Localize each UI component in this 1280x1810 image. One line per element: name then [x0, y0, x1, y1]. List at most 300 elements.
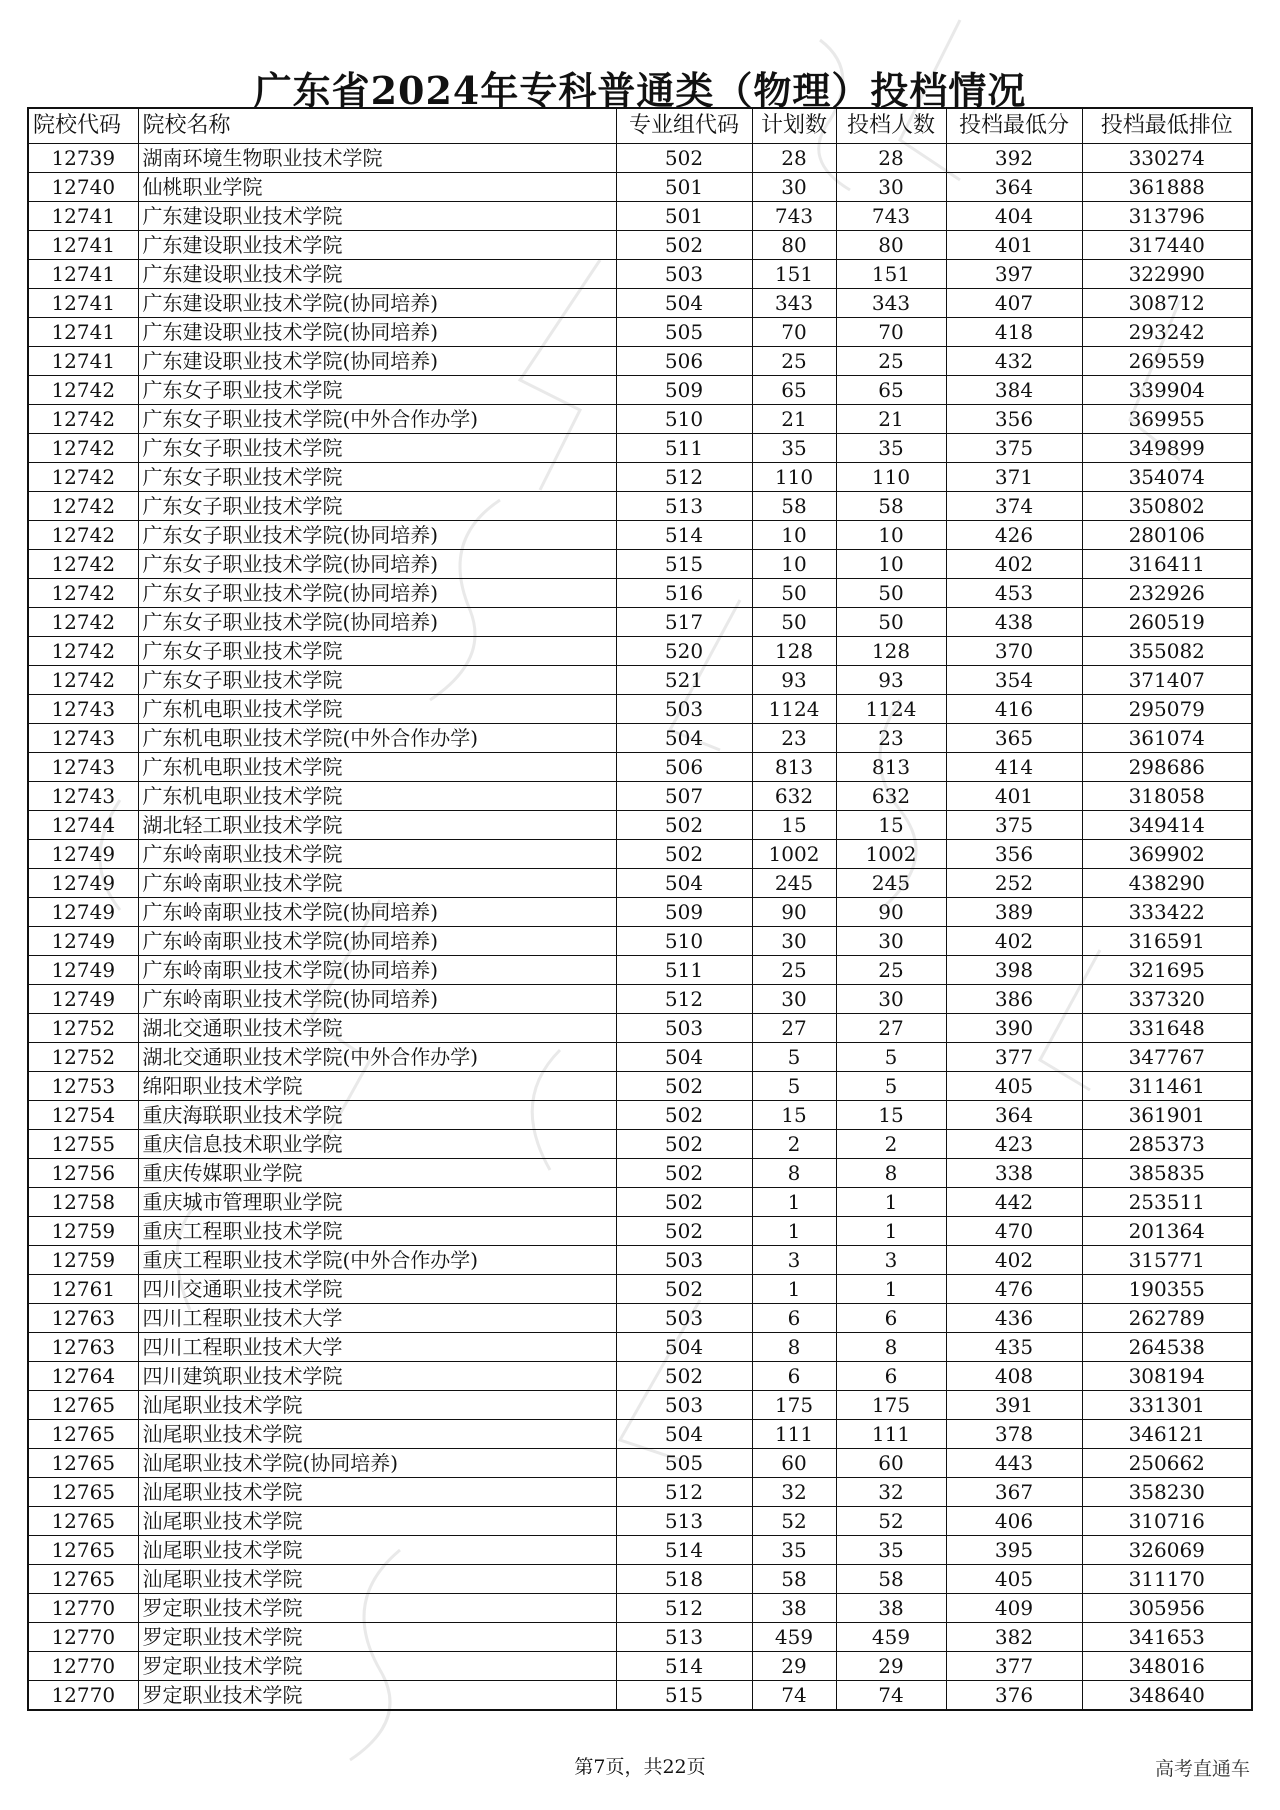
cell-min-rank: 346121: [1082, 1420, 1252, 1449]
table-row: [28, 1159, 1252, 1188]
cell-admitted-count: 5: [836, 1043, 946, 1072]
cell-min-score: 391: [946, 1391, 1082, 1420]
table-row: [28, 753, 1252, 782]
cell-school-name: 广东建设职业技术学院(协同培养): [138, 318, 616, 347]
cell-admitted-count: 2: [836, 1130, 946, 1159]
cell-school-code: 12742: [28, 666, 138, 695]
table-row: [28, 695, 1252, 724]
cell-admitted-count: 111: [836, 1420, 946, 1449]
table-row: [28, 202, 1252, 231]
cell-school-name: 广东岭南职业技术学院(协同培养): [138, 927, 616, 956]
table-row: [28, 927, 1252, 956]
cell-admitted-count: 6: [836, 1304, 946, 1333]
cell-group-code: 503: [616, 1014, 752, 1043]
table-row: [28, 289, 1252, 318]
cell-school-code: 12752: [28, 1043, 138, 1072]
cell-group-code: 504: [616, 289, 752, 318]
cell-min-rank: 349414: [1082, 811, 1252, 840]
table-row: [28, 724, 1252, 753]
cell-school-name: 广东机电职业技术学院: [138, 782, 616, 811]
cell-admitted-count: 35: [836, 434, 946, 463]
table-row: [28, 173, 1252, 202]
cell-plan-count: 6: [752, 1304, 836, 1333]
cell-min-rank: 369902: [1082, 840, 1252, 869]
cell-school-name: 广东建设职业技术学院: [138, 202, 616, 231]
cell-admitted-count: 15: [836, 811, 946, 840]
cell-school-name: 广东岭南职业技术学院(协同培养): [138, 985, 616, 1014]
cell-school-code: 12741: [28, 202, 138, 231]
table-row: [28, 1536, 1252, 1565]
table-row: [28, 260, 1252, 289]
cell-school-name: 广东女子职业技术学院(协同培养): [138, 521, 616, 550]
cell-plan-count: 60: [752, 1449, 836, 1478]
cell-admitted-count: 58: [836, 1565, 946, 1594]
cell-school-code: 12742: [28, 637, 138, 666]
cell-school-name: 广东女子职业技术学院(中外合作办学): [138, 405, 616, 434]
cell-school-name: 汕尾职业技术学院: [138, 1536, 616, 1565]
cell-plan-count: 459: [752, 1623, 836, 1652]
cell-min-rank: 269559: [1082, 347, 1252, 376]
cell-school-name: 四川工程职业技术大学: [138, 1333, 616, 1362]
cell-plan-count: 28: [752, 144, 836, 173]
cell-min-score: 356: [946, 840, 1082, 869]
cell-min-rank: 264538: [1082, 1333, 1252, 1362]
cell-admitted-count: 50: [836, 579, 946, 608]
cell-school-code: 12742: [28, 463, 138, 492]
cell-plan-count: 65: [752, 376, 836, 405]
cell-group-code: 510: [616, 927, 752, 956]
cell-admitted-count: 813: [836, 753, 946, 782]
cell-group-code: 504: [616, 1043, 752, 1072]
cell-min-score: 407: [946, 289, 1082, 318]
cell-school-name: 四川交通职业技术学院: [138, 1275, 616, 1304]
cell-min-rank: 341653: [1082, 1623, 1252, 1652]
cell-min-rank: 369955: [1082, 405, 1252, 434]
cell-plan-count: 10: [752, 521, 836, 550]
brand-label: 高考直通车: [1154, 1758, 1250, 1780]
cell-school-code: 12742: [28, 434, 138, 463]
cell-min-score: 404: [946, 202, 1082, 231]
cell-group-code: 502: [616, 1101, 752, 1130]
cell-school-name: 湖北交通职业技术学院(中外合作办学): [138, 1043, 616, 1072]
cell-min-score: 382: [946, 1623, 1082, 1652]
table-row: [28, 550, 1252, 579]
cell-group-code: 516: [616, 579, 752, 608]
cell-group-code: 521: [616, 666, 752, 695]
cell-min-rank: 333422: [1082, 898, 1252, 927]
col-header-school-code: 院校代码: [28, 108, 138, 144]
cell-school-code: 12765: [28, 1391, 138, 1420]
cell-group-code: 514: [616, 1536, 752, 1565]
table-row: [28, 811, 1252, 840]
cell-min-rank: 350802: [1082, 492, 1252, 521]
cell-min-rank: 348640: [1082, 1681, 1252, 1711]
cell-min-score: 402: [946, 1246, 1082, 1275]
cell-school-name: 汕尾职业技术学院(协同培养): [138, 1449, 616, 1478]
cell-plan-count: 8: [752, 1333, 836, 1362]
cell-plan-count: 50: [752, 579, 836, 608]
cell-admitted-count: 25: [836, 347, 946, 376]
cell-min-score: 370: [946, 637, 1082, 666]
cell-school-code: 12743: [28, 782, 138, 811]
cell-plan-count: 3: [752, 1246, 836, 1275]
cell-min-score: 376: [946, 1681, 1082, 1711]
cell-school-code: 12765: [28, 1449, 138, 1478]
cell-group-code: 505: [616, 1449, 752, 1478]
cell-min-rank: 308712: [1082, 289, 1252, 318]
cell-min-rank: 321695: [1082, 956, 1252, 985]
cell-plan-count: 58: [752, 492, 836, 521]
cell-plan-count: 5: [752, 1072, 836, 1101]
cell-plan-count: 6: [752, 1362, 836, 1391]
cell-min-score: 432: [946, 347, 1082, 376]
cell-admitted-count: 8: [836, 1333, 946, 1362]
cell-group-code: 511: [616, 434, 752, 463]
cell-school-code: 12765: [28, 1536, 138, 1565]
cell-school-code: 12770: [28, 1623, 138, 1652]
table-row: [28, 1014, 1252, 1043]
table-row: [28, 1478, 1252, 1507]
cell-group-code: 504: [616, 869, 752, 898]
cell-school-name: 广东机电职业技术学院: [138, 695, 616, 724]
col-header-school-name: 院校名称: [138, 108, 616, 144]
cell-plan-count: 50: [752, 608, 836, 637]
table-row: [28, 1449, 1252, 1478]
cell-min-score: 405: [946, 1072, 1082, 1101]
cell-admitted-count: 245: [836, 869, 946, 898]
cell-admitted-count: 90: [836, 898, 946, 927]
cell-admitted-count: 459: [836, 1623, 946, 1652]
cell-admitted-count: 5: [836, 1072, 946, 1101]
cell-min-score: 442: [946, 1188, 1082, 1217]
cell-plan-count: 15: [752, 1101, 836, 1130]
table-row: [28, 782, 1252, 811]
cell-group-code: 501: [616, 173, 752, 202]
cell-min-rank: 311170: [1082, 1565, 1252, 1594]
cell-min-score: 406: [946, 1507, 1082, 1536]
cell-min-rank: 315771: [1082, 1246, 1252, 1275]
cell-school-code: 12770: [28, 1681, 138, 1711]
cell-plan-count: 110: [752, 463, 836, 492]
cell-min-score: 398: [946, 956, 1082, 985]
cell-plan-count: 30: [752, 985, 836, 1014]
cell-school-code: 12752: [28, 1014, 138, 1043]
cell-group-code: 502: [616, 1188, 752, 1217]
col-header-admitted-count: 投档人数: [836, 108, 946, 144]
cell-school-name: 重庆工程职业技术学院(中外合作办学): [138, 1246, 616, 1275]
cell-min-rank: 295079: [1082, 695, 1252, 724]
table-row: [28, 434, 1252, 463]
table-row: [28, 1188, 1252, 1217]
table-row: [28, 1072, 1252, 1101]
cell-min-score: 408: [946, 1362, 1082, 1391]
cell-admitted-count: 10: [836, 550, 946, 579]
cell-plan-count: 5: [752, 1043, 836, 1072]
cell-school-name: 广东女子职业技术学院: [138, 492, 616, 521]
cell-school-code: 12739: [28, 144, 138, 173]
cell-school-code: 12741: [28, 289, 138, 318]
cell-min-rank: 361074: [1082, 724, 1252, 753]
cell-min-rank: 285373: [1082, 1130, 1252, 1159]
cell-plan-count: 2: [752, 1130, 836, 1159]
cell-school-name: 广东女子职业技术学院: [138, 637, 616, 666]
cell-plan-count: 80: [752, 231, 836, 260]
table-row: [28, 666, 1252, 695]
cell-admitted-count: 1: [836, 1275, 946, 1304]
table-row: [28, 840, 1252, 869]
cell-plan-count: 30: [752, 173, 836, 202]
cell-plan-count: 23: [752, 724, 836, 753]
cell-plan-count: 38: [752, 1594, 836, 1623]
table-row: [28, 1246, 1252, 1275]
table-row: [28, 1681, 1252, 1711]
col-header-group-code: 专业组代码: [616, 108, 752, 144]
cell-min-rank: 201364: [1082, 1217, 1252, 1246]
cell-min-score: 401: [946, 231, 1082, 260]
cell-group-code: 515: [616, 1681, 752, 1711]
cell-min-score: 395: [946, 1536, 1082, 1565]
cell-min-rank: 190355: [1082, 1275, 1252, 1304]
table-row: [28, 579, 1252, 608]
cell-school-name: 汕尾职业技术学院: [138, 1507, 616, 1536]
cell-min-score: 470: [946, 1217, 1082, 1246]
cell-min-rank: 250662: [1082, 1449, 1252, 1478]
cell-min-score: 423: [946, 1130, 1082, 1159]
cell-plan-count: 27: [752, 1014, 836, 1043]
cell-min-rank: 262789: [1082, 1304, 1252, 1333]
cell-min-rank: 326069: [1082, 1536, 1252, 1565]
cell-school-name: 重庆信息技术职业学院: [138, 1130, 616, 1159]
table-row: [28, 1130, 1252, 1159]
cell-plan-count: 15: [752, 811, 836, 840]
cell-min-score: 386: [946, 985, 1082, 1014]
cell-group-code: 511: [616, 956, 752, 985]
table-row: [28, 956, 1252, 985]
admission-table: [27, 107, 1253, 1711]
cell-school-code: 12758: [28, 1188, 138, 1217]
table-row: [28, 347, 1252, 376]
cell-school-name: 四川建筑职业技术学院: [138, 1362, 616, 1391]
table-row: [28, 1594, 1252, 1623]
cell-admitted-count: 27: [836, 1014, 946, 1043]
cell-group-code: 502: [616, 1217, 752, 1246]
table-row: [28, 1275, 1252, 1304]
cell-plan-count: 29: [752, 1652, 836, 1681]
cell-plan-count: 30: [752, 927, 836, 956]
cell-group-code: 502: [616, 144, 752, 173]
cell-admitted-count: 93: [836, 666, 946, 695]
cell-admitted-count: 110: [836, 463, 946, 492]
cell-group-code: 518: [616, 1565, 752, 1594]
cell-school-code: 12740: [28, 173, 138, 202]
cell-group-code: 505: [616, 318, 752, 347]
cell-school-code: 12764: [28, 1362, 138, 1391]
cell-group-code: 502: [616, 1159, 752, 1188]
cell-admitted-count: 10: [836, 521, 946, 550]
table-row: [28, 637, 1252, 666]
cell-min-score: 443: [946, 1449, 1082, 1478]
table-body: [28, 144, 1252, 1711]
cell-min-rank: 253511: [1082, 1188, 1252, 1217]
cell-min-rank: 349899: [1082, 434, 1252, 463]
table-row: [28, 1362, 1252, 1391]
cell-min-score: 426: [946, 521, 1082, 550]
cell-plan-count: 111: [752, 1420, 836, 1449]
cell-group-code: 502: [616, 811, 752, 840]
cell-admitted-count: 1002: [836, 840, 946, 869]
cell-admitted-count: 29: [836, 1652, 946, 1681]
cell-admitted-count: 25: [836, 956, 946, 985]
cell-school-name: 罗定职业技术学院: [138, 1681, 616, 1711]
cell-min-score: 414: [946, 753, 1082, 782]
cell-admitted-count: 175: [836, 1391, 946, 1420]
cell-min-score: 378: [946, 1420, 1082, 1449]
cell-group-code: 502: [616, 1072, 752, 1101]
cell-min-score: 453: [946, 579, 1082, 608]
cell-school-code: 12759: [28, 1246, 138, 1275]
cell-admitted-count: 632: [836, 782, 946, 811]
cell-admitted-count: 6: [836, 1362, 946, 1391]
cell-admitted-count: 15: [836, 1101, 946, 1130]
cell-min-score: 384: [946, 376, 1082, 405]
cell-school-name: 汕尾职业技术学院: [138, 1391, 616, 1420]
cell-school-name: 汕尾职业技术学院: [138, 1565, 616, 1594]
cell-school-code: 12742: [28, 608, 138, 637]
cell-admitted-count: 151: [836, 260, 946, 289]
cell-school-code: 12741: [28, 231, 138, 260]
cell-min-score: 409: [946, 1594, 1082, 1623]
cell-min-rank: 358230: [1082, 1478, 1252, 1507]
cell-school-name: 重庆海联职业技术学院: [138, 1101, 616, 1130]
cell-min-rank: 311461: [1082, 1072, 1252, 1101]
cell-plan-count: 25: [752, 956, 836, 985]
table-row: [28, 144, 1252, 173]
cell-school-name: 湖北交通职业技术学院: [138, 1014, 616, 1043]
cell-plan-count: 743: [752, 202, 836, 231]
cell-group-code: 513: [616, 492, 752, 521]
cell-min-score: 374: [946, 492, 1082, 521]
cell-plan-count: 58: [752, 1565, 836, 1594]
cell-school-code: 12765: [28, 1565, 138, 1594]
cell-admitted-count: 1124: [836, 695, 946, 724]
cell-school-code: 12744: [28, 811, 138, 840]
cell-min-score: 436: [946, 1304, 1082, 1333]
table-row: [28, 898, 1252, 927]
cell-min-score: 438: [946, 608, 1082, 637]
table-row: [28, 1043, 1252, 1072]
cell-min-rank: 371407: [1082, 666, 1252, 695]
cell-admitted-count: 65: [836, 376, 946, 405]
cell-school-name: 广东建设职业技术学院(协同培养): [138, 289, 616, 318]
table-row: [28, 608, 1252, 637]
cell-min-rank: 232926: [1082, 579, 1252, 608]
cell-group-code: 502: [616, 1362, 752, 1391]
cell-min-score: 367: [946, 1478, 1082, 1507]
cell-admitted-count: 1: [836, 1188, 946, 1217]
cell-school-name: 绵阳职业技术学院: [138, 1072, 616, 1101]
cell-school-code: 12763: [28, 1333, 138, 1362]
table-row: [28, 1304, 1252, 1333]
cell-group-code: 503: [616, 260, 752, 289]
table-row: [28, 1652, 1252, 1681]
cell-group-code: 501: [616, 202, 752, 231]
table-row: [28, 1420, 1252, 1449]
table-row: [28, 463, 1252, 492]
cell-min-rank: 361901: [1082, 1101, 1252, 1130]
cell-school-code: 12749: [28, 840, 138, 869]
cell-plan-count: 245: [752, 869, 836, 898]
page-title: 广东省2024年专科普通类（物理）投档情况: [253, 68, 1027, 113]
cell-group-code: 503: [616, 1304, 752, 1333]
cell-school-code: 12749: [28, 927, 138, 956]
cell-admitted-count: 30: [836, 985, 946, 1014]
cell-min-rank: 310716: [1082, 1507, 1252, 1536]
cell-min-rank: 355082: [1082, 637, 1252, 666]
cell-group-code: 506: [616, 753, 752, 782]
cell-min-rank: 361888: [1082, 173, 1252, 202]
cell-admitted-count: 743: [836, 202, 946, 231]
cell-min-rank: 385835: [1082, 1159, 1252, 1188]
cell-admitted-count: 343: [836, 289, 946, 318]
cell-plan-count: 1: [752, 1275, 836, 1304]
cell-group-code: 503: [616, 1391, 752, 1420]
cell-min-score: 365: [946, 724, 1082, 753]
cell-admitted-count: 38: [836, 1594, 946, 1623]
table-header-row: [28, 108, 1252, 144]
cell-school-code: 12763: [28, 1304, 138, 1333]
cell-school-name: 汕尾职业技术学院: [138, 1478, 616, 1507]
cell-plan-count: 74: [752, 1681, 836, 1711]
table-row: [28, 521, 1252, 550]
cell-group-code: 514: [616, 1652, 752, 1681]
cell-min-rank: 348016: [1082, 1652, 1252, 1681]
cell-school-name: 广东岭南职业技术学院: [138, 840, 616, 869]
cell-school-code: 12755: [28, 1130, 138, 1159]
cell-min-score: 252: [946, 869, 1082, 898]
cell-school-name: 广东建设职业技术学院: [138, 231, 616, 260]
cell-group-code: 504: [616, 724, 752, 753]
cell-school-name: 重庆工程职业技术学院: [138, 1217, 616, 1246]
cell-min-score: 397: [946, 260, 1082, 289]
cell-plan-count: 632: [752, 782, 836, 811]
cell-group-code: 520: [616, 637, 752, 666]
cell-school-name: 湖南环境生物职业技术学院: [138, 144, 616, 173]
cell-min-score: 392: [946, 144, 1082, 173]
col-header-min-score: 投档最低分: [946, 108, 1082, 144]
cell-admitted-count: 30: [836, 173, 946, 202]
cell-min-rank: 438290: [1082, 869, 1252, 898]
cell-plan-count: 35: [752, 434, 836, 463]
cell-min-score: 389: [946, 898, 1082, 927]
cell-min-score: 435: [946, 1333, 1082, 1362]
cell-plan-count: 1002: [752, 840, 836, 869]
cell-group-code: 512: [616, 985, 752, 1014]
cell-school-name: 汕尾职业技术学院: [138, 1420, 616, 1449]
cell-school-code: 12742: [28, 405, 138, 434]
table-row: [28, 1391, 1252, 1420]
cell-min-rank: 317440: [1082, 231, 1252, 260]
cell-min-score: 390: [946, 1014, 1082, 1043]
cell-admitted-count: 70: [836, 318, 946, 347]
cell-min-score: 375: [946, 434, 1082, 463]
cell-min-score: 375: [946, 811, 1082, 840]
cell-min-rank: 305956: [1082, 1594, 1252, 1623]
table-row: [28, 405, 1252, 434]
cell-admitted-count: 23: [836, 724, 946, 753]
cell-min-rank: 331301: [1082, 1391, 1252, 1420]
cell-min-score: 338: [946, 1159, 1082, 1188]
cell-min-score: 418: [946, 318, 1082, 347]
